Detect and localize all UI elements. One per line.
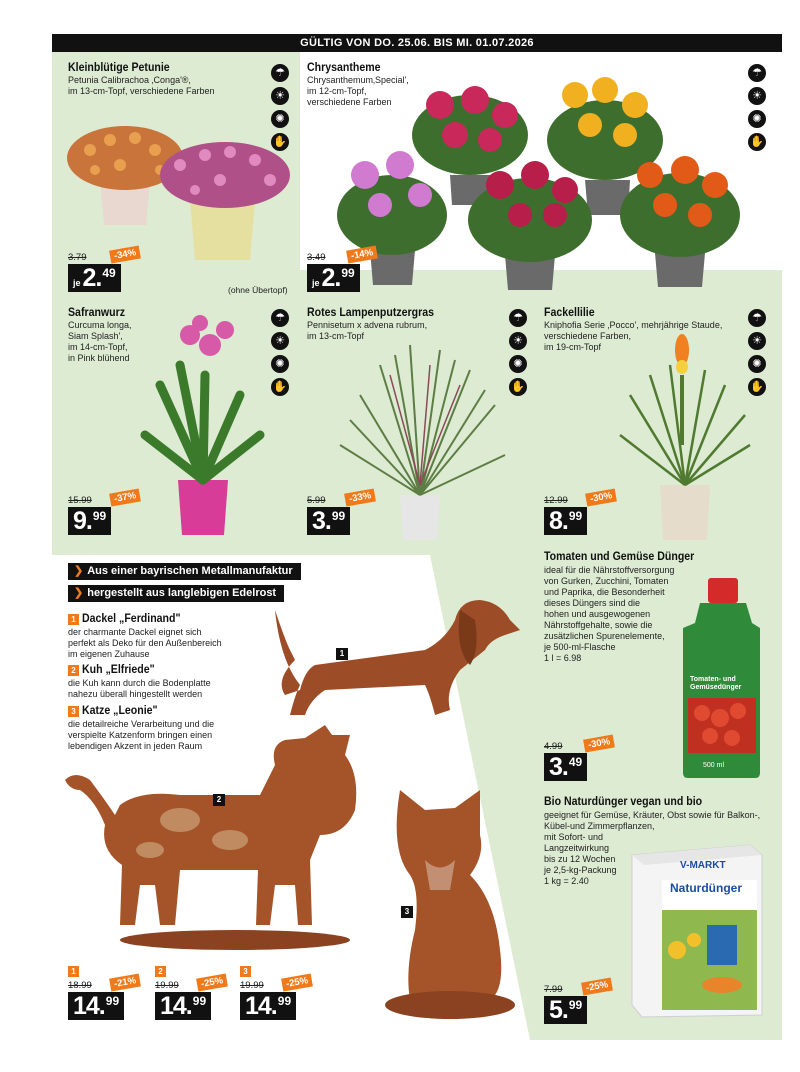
- katze-figure: [370, 780, 530, 1030]
- watering-can-icon: ☂: [509, 309, 527, 327]
- price: [68, 264, 121, 292]
- item-number-1: 1: [68, 614, 79, 625]
- price-cent: 99: [568, 509, 583, 523]
- price-cent: 99: [277, 994, 292, 1008]
- price-euro: 2.: [82, 264, 102, 292]
- price: [307, 507, 350, 535]
- price-euro: 9.: [73, 507, 92, 535]
- hand-planting-icon: ✋: [748, 133, 766, 151]
- price-cent: 49: [568, 755, 583, 769]
- arrow-icon: ❯: [74, 587, 84, 599]
- bottle-volume: 500 ml: [703, 762, 725, 769]
- price-cent: 99: [92, 509, 107, 523]
- discount-badge: -37%: [109, 488, 141, 506]
- price: [68, 507, 111, 535]
- discount-badge: -21%: [109, 973, 141, 991]
- sun-icon: ☀: [271, 332, 289, 350]
- petunie-title: Kleinblütige Petunie: [68, 62, 170, 74]
- hand-planting-icon: ✋: [509, 378, 527, 396]
- price: [68, 992, 124, 1020]
- banner-text: hergestellt aus langlebigen Edelrost: [87, 587, 277, 599]
- discount-badge: -25%: [196, 973, 228, 991]
- discount-badge: -30%: [585, 488, 617, 506]
- lampenputzergras-desc: Pennisetum x advena rubrum, im 13-cm-Topf: [307, 320, 428, 341]
- petunie-note: (ohne Übertopf): [228, 285, 288, 295]
- price-euro: 5.: [549, 996, 568, 1024]
- sun-icon: ☀: [509, 332, 527, 350]
- price-euro: 14.: [245, 992, 277, 1020]
- banner-metallmanufaktur: [68, 563, 301, 580]
- sun-icon: ☀: [271, 87, 289, 105]
- item-number-2: 2: [68, 665, 79, 676]
- discount-badge: -14%: [346, 245, 378, 263]
- sun-partial-icon: ✺: [509, 355, 527, 373]
- price: [307, 264, 360, 292]
- katze-title: Katze „Leonie": [82, 705, 158, 717]
- safranwurz-image: [130, 315, 270, 535]
- price-cent: 49: [102, 266, 116, 280]
- naturduenger-desc: geeignet für Gemüse, Kräuter, Obst sowie für Balkon-, Kübel-und Zimmerpflanzen, mit Sofort- und Langzeitwirkung bis zu 12 Wochen je 2,5-kg-Packung 1 kg = 2.40: [544, 810, 761, 886]
- naturduenger-title: Bio Naturdünger vegan und bio: [544, 796, 703, 808]
- chrysantheme-image: [320, 65, 760, 285]
- discount-badge: -25%: [281, 973, 313, 991]
- duenger-desc: ideal für die Nährstoffversorgung von Gurken, Zucchini, Tomaten und Paprika, die Besonderheit dieses Düngers sind die hohen und ausgewogenen Nährstoffgehalte, sowie die zusätzlichen Spurenelemente, je 500-ml-Flasche 1 l = 6.98: [544, 565, 675, 663]
- price: [544, 996, 587, 1024]
- banner-text: Aus einer bayrischen Metallmanufaktur: [87, 565, 293, 577]
- price-je: je: [312, 278, 320, 288]
- kuh-desc: die Kuh kann durch die Bodenplatte nahezu überall hingestellt werden: [68, 678, 211, 699]
- sun-partial-icon: ✺: [271, 355, 289, 373]
- price-cent: 99: [105, 994, 120, 1008]
- hand-planting-icon: ✋: [748, 378, 766, 396]
- price-euro: 3.: [312, 507, 331, 535]
- fackellilie-title: Fackellilie: [544, 307, 595, 319]
- box-name: Naturdünger: [670, 881, 742, 895]
- price-item-number: 1: [68, 966, 79, 977]
- price: [155, 992, 211, 1020]
- naturduenger-box-image: [632, 845, 767, 1020]
- arrow-icon: ❯: [74, 565, 84, 577]
- duenger-title: Tomaten und Gemüse Dünger: [544, 551, 695, 563]
- price-euro: 14.: [73, 992, 105, 1020]
- hand-planting-icon: ✋: [271, 133, 289, 151]
- watering-can-icon: ☂: [748, 309, 766, 327]
- watering-can-icon: ☂: [271, 64, 289, 82]
- price: [240, 992, 296, 1020]
- old-price: 15.99: [68, 495, 92, 506]
- validity-header: GÜLTIG VON DO. 25.06. BIS MI. 01.07.2026: [52, 34, 782, 52]
- old-price: 18.99: [68, 980, 92, 991]
- fackellilie-image: [610, 335, 760, 545]
- price-euro: 2.: [321, 264, 341, 292]
- price-euro: 8.: [549, 507, 568, 535]
- chrysantheme-title: Chrysantheme: [307, 62, 381, 74]
- old-price: 19.99: [155, 980, 179, 991]
- price-je: je: [73, 278, 81, 288]
- katze-desc: die detailreiche Verarbeitung und die verspielte Katzenform bringen einen lebendigen Akzent in jeden Raum: [68, 719, 215, 751]
- price: [544, 753, 587, 781]
- price-item-number: 2: [155, 966, 166, 977]
- discount-badge: -25%: [581, 977, 613, 995]
- sun-partial-icon: ✺: [271, 110, 289, 128]
- banner-edelrost: [68, 585, 284, 602]
- item-number-3: 3: [68, 706, 79, 717]
- safranwurz-desc: Curcuma longa, Siam Splash', im 14-cm-Topf, in Pink blühend: [68, 320, 132, 363]
- box-brand: V-MARKT: [680, 860, 726, 871]
- safranwurz-care-icons: [271, 309, 289, 396]
- old-price: 7.99: [544, 984, 563, 995]
- old-price: 12.99: [544, 495, 568, 506]
- marker-2: 2: [213, 794, 225, 806]
- watering-can-icon: ☂: [271, 309, 289, 327]
- marker-1: 1: [336, 648, 348, 660]
- price-euro: 14.: [160, 992, 192, 1020]
- sun-icon: ☀: [748, 87, 766, 105]
- price-item-number: 3: [240, 966, 251, 977]
- dackel-figure: [255, 590, 525, 730]
- kuh-figure: [60, 720, 370, 960]
- lampenputzergras-title: Rotes Lampenputzergras: [307, 307, 434, 319]
- price-cent: 99: [341, 266, 355, 280]
- dackel-desc: der charmante Dackel eignet sich perfekt als Deko für den Außenbereich im eigenen Zuhause: [68, 627, 222, 659]
- old-price: 19.99: [240, 980, 264, 991]
- price-cent: 99: [192, 994, 207, 1008]
- hand-planting-icon: ✋: [271, 378, 289, 396]
- discount-badge: -34%: [109, 245, 141, 263]
- bottle-label: Tomaten- und Gemüsedünger: [690, 676, 742, 691]
- discount-badge: -33%: [344, 488, 376, 506]
- petunie-image: [60, 110, 290, 260]
- sun-partial-icon: ✺: [748, 110, 766, 128]
- old-price: 3.79: [68, 252, 87, 263]
- chrysantheme-desc: Chrysanthemum‚Special', im 12-cm-Topf, verschiedene Farben: [307, 75, 409, 107]
- price-cent: 99: [331, 509, 346, 523]
- kuh-title: Kuh „Elfriede": [82, 664, 155, 676]
- old-price: 4.99: [544, 741, 563, 752]
- petunie-desc: Petunia Calibrachoa ‚Conga'®, im 13-cm-Topf, verschiedene Farben: [68, 75, 215, 96]
- old-price: 5.99: [307, 495, 326, 506]
- old-price: 3.49: [307, 252, 326, 263]
- price: [544, 507, 587, 535]
- sun-partial-icon: ✺: [748, 355, 766, 373]
- fackellilie-desc: Kniphofia Serie ‚Pocco', mehrjährige Staude, verschiedene Farben, im 19-cm-Topf: [544, 320, 723, 352]
- discount-badge: -30%: [583, 734, 615, 752]
- safranwurz-title: Safranwurz: [68, 307, 126, 319]
- sun-icon: ☀: [748, 332, 766, 350]
- marker-3: 3: [401, 906, 413, 918]
- dackel-title: Dackel „Ferdinand": [82, 613, 181, 625]
- watering-can-icon: ☂: [748, 64, 766, 82]
- price-euro: 3.: [549, 753, 568, 781]
- price-cent: 99: [568, 998, 583, 1012]
